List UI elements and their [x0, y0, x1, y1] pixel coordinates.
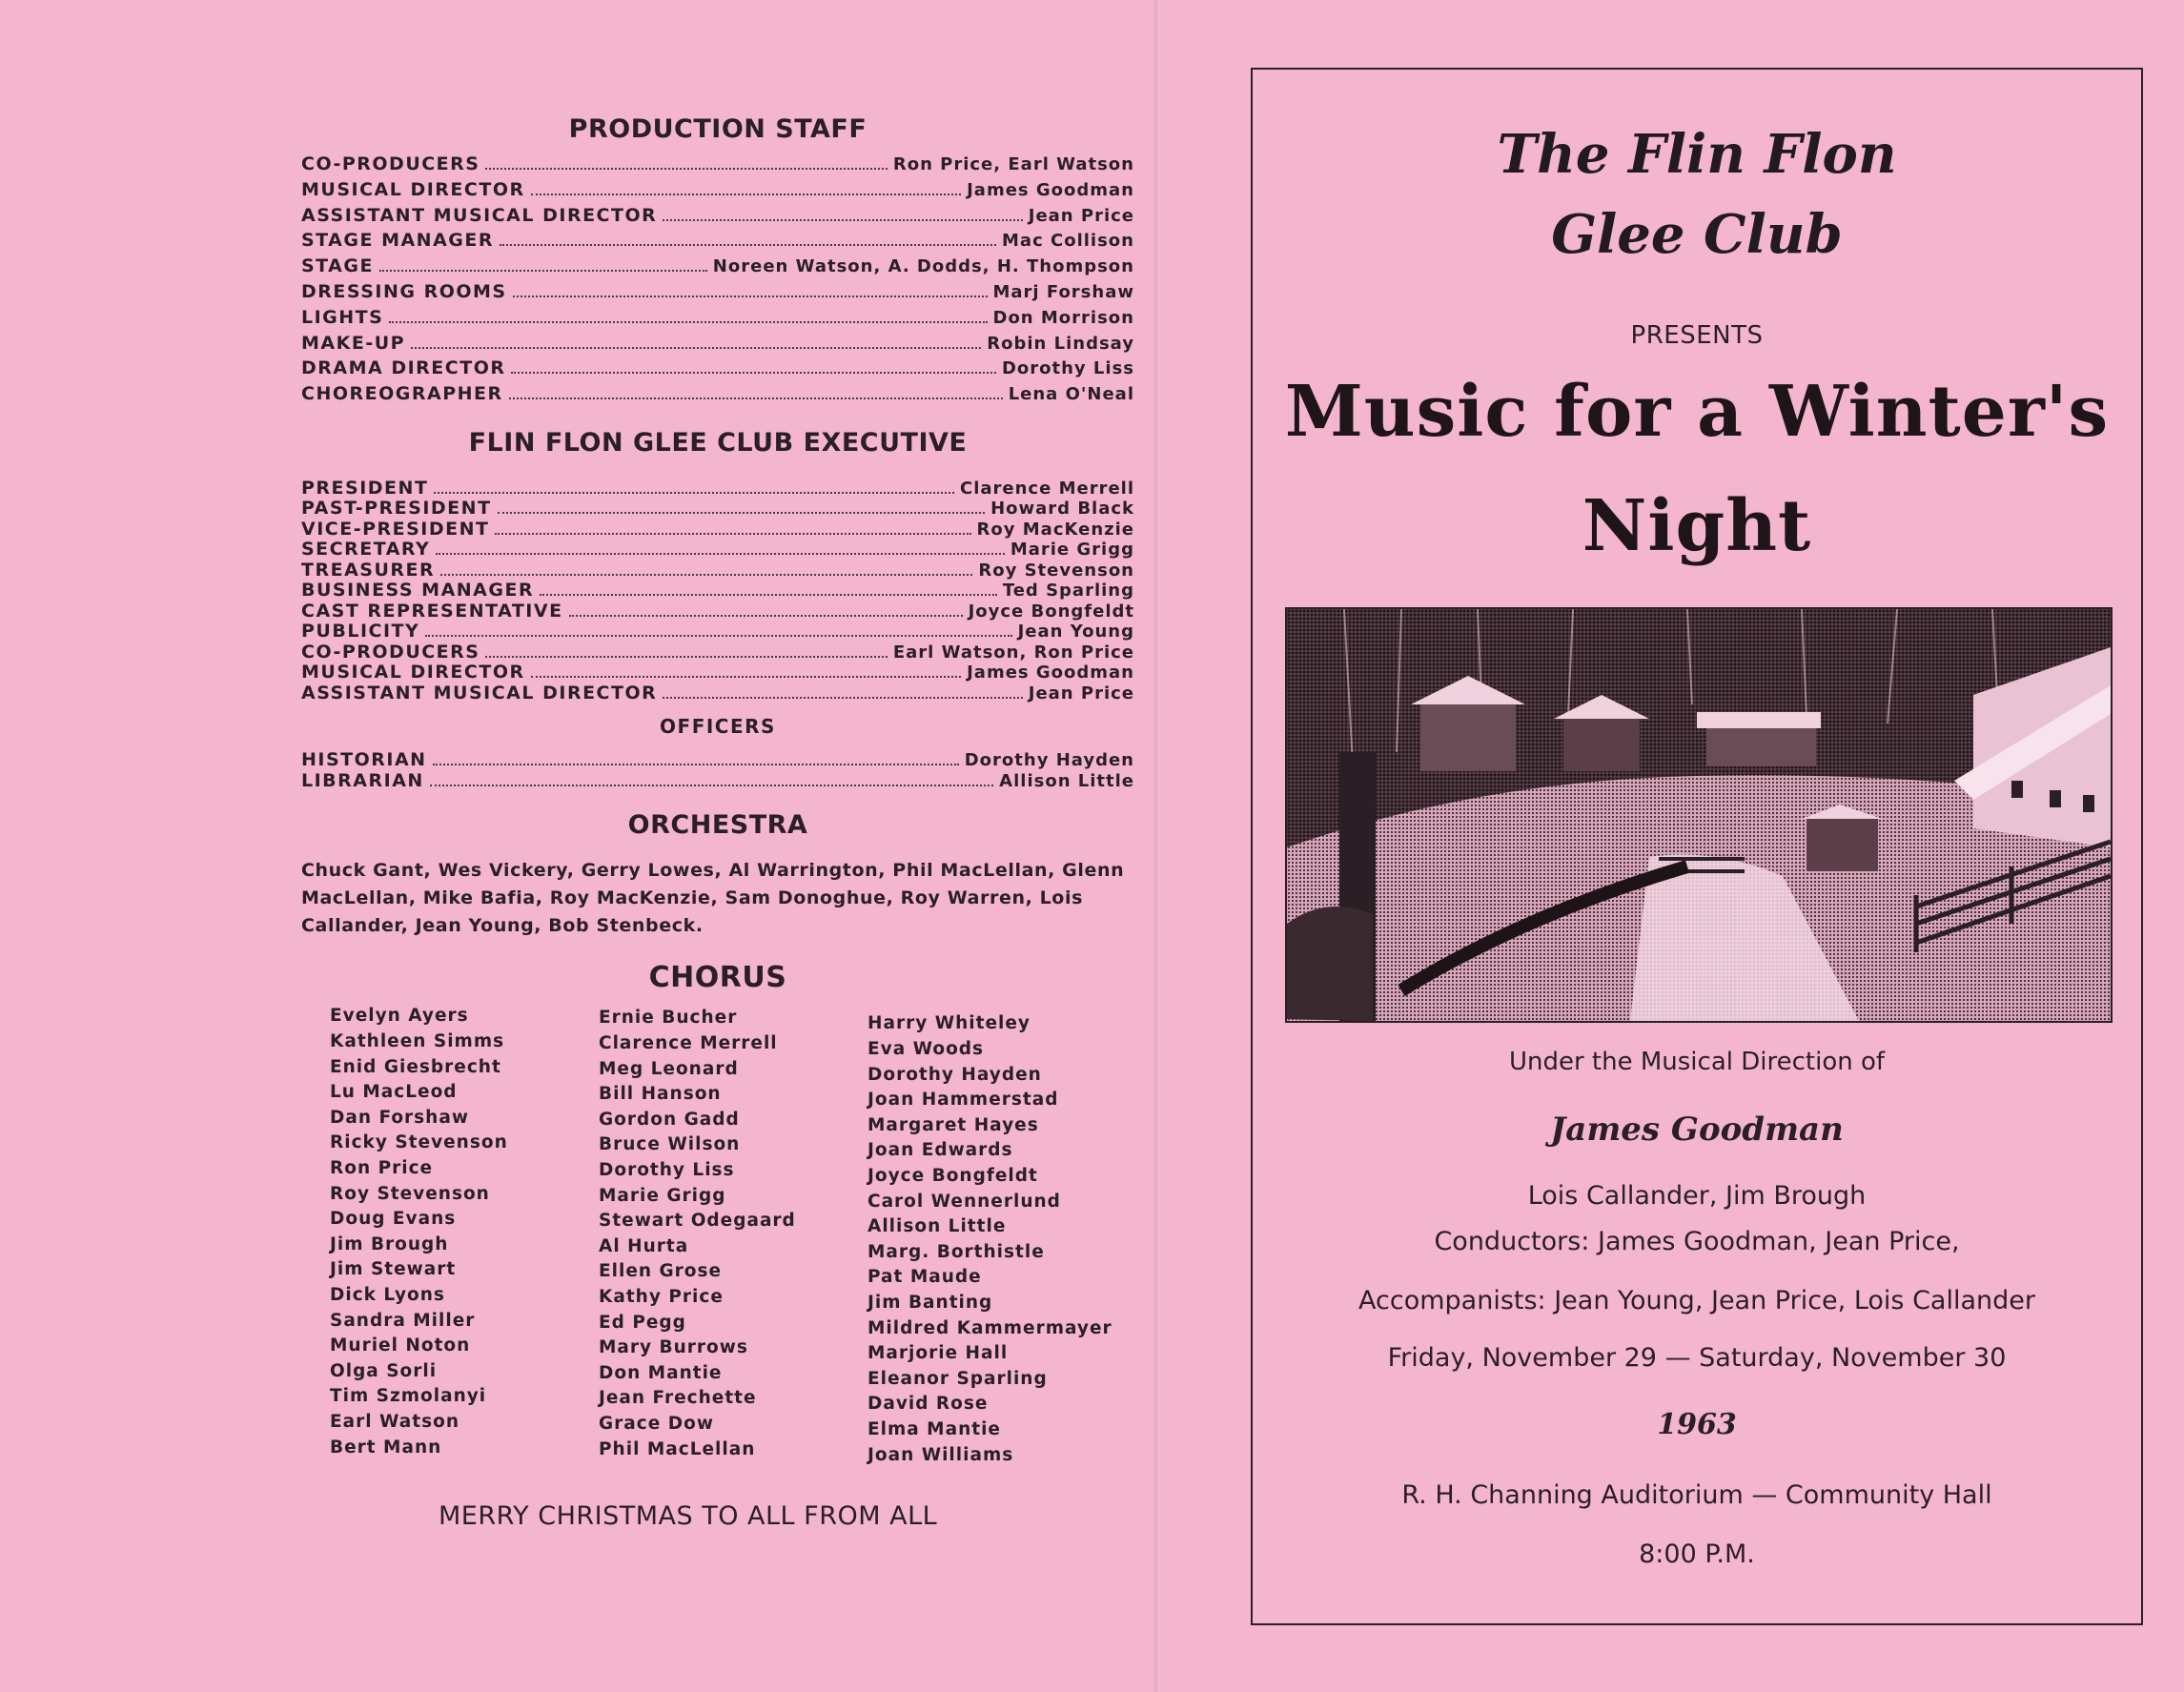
chorus-member: Enid Giesbrecht: [330, 1056, 501, 1077]
chorus-member: Bill Hanson: [599, 1084, 722, 1105]
chorus-title: CHORUS: [648, 961, 787, 995]
credit-row: [301, 540, 1134, 561]
chorus-member: Joan Hammerstad: [867, 1090, 1059, 1111]
club-name-line2: Glee Club: [1551, 203, 1843, 266]
dot-leader: [433, 764, 959, 765]
chorus-member: Harry Whiteley: [867, 1013, 1031, 1034]
credit-row: [301, 333, 1134, 358]
credit-role: MAKE-UP: [301, 332, 406, 354]
chorus-member: Tim Szmolanyi: [330, 1386, 487, 1407]
chorus-member: Ricky Stevenson: [330, 1132, 508, 1153]
credit-row: [301, 205, 1134, 231]
snowy-cabins-photo: [1285, 607, 2113, 1023]
chorus-member: Mary Burrows: [599, 1337, 748, 1358]
winter-scene-illustration: [1287, 609, 2111, 1021]
credit-role: DRAMA DIRECTOR: [301, 357, 506, 379]
chorus-member: Marjorie Hall: [867, 1343, 1009, 1364]
credit-name: Joyce Bongfeldt: [968, 601, 1134, 622]
chorus-column-1: [330, 1004, 508, 1460]
dot-leader: [509, 398, 1003, 399]
chorus-column-2: [599, 1006, 796, 1462]
conductors-line: Conductors: James Goodman, Jean Price,: [1434, 1227, 1960, 1256]
credit-role: BUSINESS MANAGER: [301, 580, 535, 601]
chorus-member: Muriel Noton: [330, 1335, 471, 1356]
dot-leader: [531, 676, 961, 678]
chorus-member: Stewart Odegaard: [599, 1211, 796, 1232]
chorus-member: Ellen Grose: [599, 1261, 723, 1282]
credit-name: Earl Watson, Ron Price: [892, 642, 1134, 663]
chorus-member: Eleanor Sparling: [867, 1368, 1048, 1389]
credit-name: Clarence Merrell: [960, 478, 1134, 499]
credit-role: MUSICAL DIRECTOR: [301, 178, 525, 200]
center-fold: [1153, 0, 1159, 1692]
credit-name: James Goodman: [967, 179, 1134, 200]
credit-row: [301, 307, 1134, 333]
production-staff-list: [301, 153, 1134, 409]
credit-role: TREASURER: [301, 559, 436, 581]
chorus-member: Phil MacLellan: [599, 1438, 756, 1459]
credit-role: ASSISTANT MUSICAL DIRECTOR: [301, 682, 658, 703]
credit-name: Roy MacKenzie: [976, 519, 1134, 540]
credit-role: CO-PRODUCERS: [301, 153, 480, 174]
credit-name: Allison Little: [999, 771, 1134, 792]
chorus-member: Dorothy Liss: [599, 1160, 735, 1181]
credit-name: Marie Grigg: [1010, 540, 1134, 561]
orchestra-title: ORCHESTRA: [627, 810, 808, 841]
credit-name: Robin Lindsay: [987, 333, 1134, 354]
chorus-member: Sandra Miller: [330, 1310, 476, 1331]
credit-row: [301, 383, 1134, 409]
credit-role: ASSISTANT MUSICAL DIRECTOR: [301, 204, 658, 226]
chorus-member: Gordon Gadd: [599, 1109, 740, 1130]
chorus-member: Jim Banting: [867, 1293, 993, 1313]
credit-row: [301, 230, 1134, 255]
chorus-member: Doug Evans: [330, 1209, 457, 1230]
chorus-column-3: [867, 1011, 1112, 1468]
dot-leader: [540, 594, 997, 596]
credit-name: Ron Price, Earl Watson: [892, 154, 1134, 174]
credit-name: Mac Collison: [1002, 231, 1134, 252]
dot-leader: [440, 574, 972, 576]
credit-row: [301, 770, 1134, 791]
credit-row: [301, 479, 1134, 499]
dot-leader: [498, 512, 986, 514]
chorus-member: Ed Pegg: [599, 1312, 686, 1333]
chorus-member: Allison Little: [867, 1216, 1007, 1237]
credit-row: [301, 357, 1134, 383]
venue-line: R. H. Channing Auditorium — Community Hall: [1401, 1480, 1992, 1510]
accompanists-line: Accompanists: Jean Young, Jean Price, Lois Callander: [1358, 1286, 2035, 1315]
chorus-member: Earl Watson: [330, 1411, 459, 1432]
chorus-member: Carol Wennerlund: [867, 1191, 1061, 1212]
dot-leader: [511, 372, 995, 374]
chorus-list: [301, 1000, 1134, 1496]
presents-label: PRESENTS: [1630, 321, 1764, 350]
chorus-member: Joyce Bongfeldt: [867, 1166, 1038, 1187]
chorus-member: Dan Forshaw: [330, 1107, 469, 1128]
chorus-member: Dick Lyons: [330, 1285, 445, 1305]
chorus-member: Joan Edwards: [867, 1140, 1013, 1161]
chorus-member: Kathy Price: [599, 1287, 724, 1307]
credit-row: [301, 622, 1134, 642]
credit-row: [301, 499, 1134, 520]
dot-leader: [569, 615, 963, 617]
left-panel: [301, 114, 1134, 1496]
chorus-member: Roy Stevenson: [330, 1183, 490, 1204]
show-title-line1: Music for a Winter's: [1284, 371, 2110, 453]
dot-leader: [379, 270, 707, 272]
dot-leader: [425, 635, 1011, 637]
credit-name: Howard Black: [990, 499, 1134, 520]
chorus-member: Evelyn Ayers: [330, 1006, 469, 1027]
credit-role: STAGE MANAGER: [301, 230, 494, 252]
chorus-member: Pat Maude: [867, 1267, 982, 1288]
time-line: 8:00 P.M.: [1639, 1539, 1755, 1569]
soloists-line: Lois Callander, Jim Brough: [1527, 1181, 1867, 1211]
credit-name: Lena O'Neal: [1008, 384, 1134, 405]
credit-name: Ted Sparling: [1002, 581, 1134, 601]
closing-message: MERRY CHRISTMAS TO ALL FROM ALL: [439, 1501, 938, 1531]
credit-role: CAST REPRESENTATIVE: [301, 600, 563, 622]
chorus-member: Jim Brough: [330, 1233, 449, 1254]
credit-row: [301, 749, 1134, 770]
chorus-member: Dorothy Hayden: [867, 1064, 1042, 1085]
chorus-member: Al Hurta: [599, 1235, 689, 1256]
show-title-line2: Night: [1582, 485, 1812, 567]
credit-row: [301, 642, 1134, 663]
dot-leader: [485, 656, 887, 658]
dot-leader: [430, 785, 993, 786]
credit-row: [301, 581, 1134, 601]
dot-leader: [495, 533, 970, 535]
credit-row: [301, 561, 1134, 581]
chorus-member: Bruce Wilson: [599, 1134, 741, 1155]
credit-name: Noreen Watson, A. Dodds, H. Thompson: [712, 256, 1134, 277]
chorus-member: Jean Frechette: [599, 1388, 757, 1409]
credit-name: Jean Young: [1017, 622, 1134, 642]
dot-leader: [485, 168, 887, 170]
chorus-member: Don Mantie: [599, 1362, 723, 1383]
credit-role: HISTORIAN: [301, 749, 427, 771]
credit-name: Dorothy Hayden: [964, 750, 1134, 771]
credit-row: [301, 281, 1134, 307]
orchestra-members: Chuck Gant, Wes Vickery, Gerry Lowes, Al Warrington, Phil MacLellan, Glenn MacLellan, Mike Bafia, Roy MacKenzie, Sam Donoghue, Roy Warren, Lois Callander, Jean Young, Bob Stenbeck.: [301, 860, 1125, 937]
credit-row: [301, 255, 1134, 281]
dates-line: Friday, November 29 — Saturday, November 30: [1387, 1343, 2007, 1373]
chorus-member: Lu MacLeod: [330, 1082, 458, 1103]
chorus-member: Joan Williams: [867, 1444, 1014, 1465]
dot-leader: [663, 697, 1023, 699]
credit-role: LIBRARIAN: [301, 770, 424, 792]
credit-name: Dorothy Liss: [1001, 358, 1134, 379]
chorus-member: Jim Stewart: [330, 1259, 457, 1280]
credit-role: STAGE: [301, 255, 374, 277]
chorus-member: Clarence Merrell: [599, 1033, 778, 1054]
chorus-member: Olga Sorli: [330, 1360, 438, 1381]
chorus-member: Grace Dow: [599, 1413, 714, 1434]
credit-row: [301, 683, 1134, 704]
credit-role: PUBLICITY: [301, 621, 420, 642]
chorus-member: Eva Woods: [867, 1039, 985, 1060]
credit-role: CHOREOGRAPHER: [301, 383, 503, 405]
credit-role: LIGHTS: [301, 306, 384, 328]
credit-row: [301, 663, 1134, 683]
credit-name: James Goodman: [967, 663, 1134, 683]
direction-line: Under the Musical Direction of: [1508, 1048, 1886, 1076]
dot-leader: [500, 244, 996, 246]
credit-row: [301, 520, 1134, 540]
production-staff-title: PRODUCTION STAFF: [568, 114, 867, 144]
chorus-member: Bert Mann: [330, 1437, 442, 1458]
chorus-member: Meg Leonard: [599, 1058, 739, 1079]
credit-role: DRESSING ROOMS: [301, 280, 507, 302]
credit-row: [301, 179, 1134, 205]
dot-leader: [513, 296, 988, 297]
dot-leader: [663, 219, 1023, 221]
dot-leader: [389, 321, 987, 323]
credit-role: SECRETARY: [301, 539, 431, 561]
dot-leader: [436, 553, 1005, 555]
credit-role: VICE-PRESIDENT: [301, 518, 490, 540]
chorus-member: Ron Price: [330, 1158, 434, 1179]
credit-name: Marj Forshaw: [992, 281, 1134, 302]
credit-name: Jean Price: [1028, 205, 1134, 226]
chorus-member: Ernie Bucher: [599, 1008, 738, 1029]
chorus-member: Elma Mantie: [867, 1418, 1001, 1439]
chorus-member: Kathleen Simms: [330, 1031, 505, 1052]
dot-leader: [411, 347, 981, 349]
dot-leader: [531, 194, 961, 195]
chorus-member: Marie Grigg: [599, 1185, 726, 1206]
director-name: James Goodman: [1550, 1111, 1844, 1149]
chorus-member: Margaret Hayes: [867, 1114, 1039, 1135]
cover-frame: [1251, 68, 2143, 1625]
credit-role: PAST-PRESIDENT: [301, 498, 492, 520]
credit-role: CO-PRODUCERS: [301, 641, 480, 663]
credit-role: MUSICAL DIRECTOR: [301, 662, 525, 683]
year-label: 1963: [1657, 1408, 1737, 1441]
dot-leader: [434, 492, 954, 494]
executive-list: [301, 479, 1134, 704]
credit-row: [301, 601, 1134, 622]
chorus-member: Mildred Kammermayer: [867, 1317, 1112, 1338]
credit-name: Jean Price: [1028, 683, 1134, 703]
credit-name: Roy Stevenson: [978, 560, 1134, 581]
club-name-line1: The Flin Flon: [1497, 123, 1897, 186]
credit-row: [301, 153, 1134, 179]
officers-list: [301, 749, 1134, 791]
chorus-member: David Rose: [867, 1394, 989, 1415]
credit-role: PRESIDENT: [301, 477, 429, 499]
executive-title: FLIN FLON GLEE CLUB EXECUTIVE: [468, 427, 968, 458]
credit-name: Don Morrison: [992, 307, 1134, 328]
officers-title: OFFICERS: [660, 715, 776, 739]
chorus-member: Marg. Borthistle: [867, 1241, 1045, 1262]
